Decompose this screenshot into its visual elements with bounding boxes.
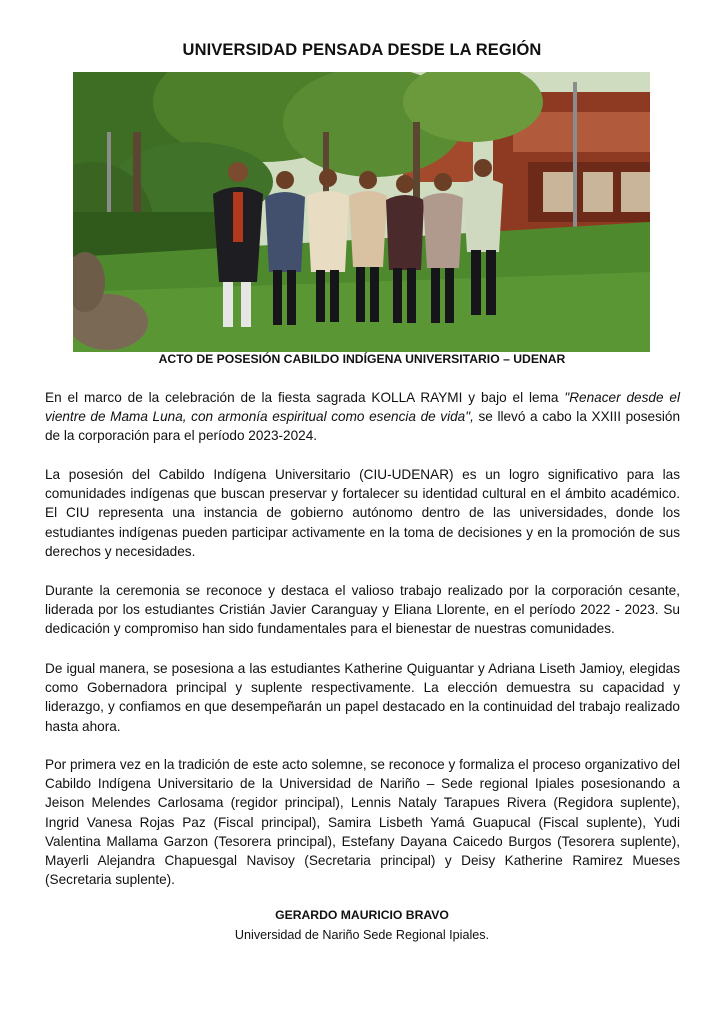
paragraph-1	[45, 388, 680, 446]
paragraph-1-tail: se llevó a cabo la XXIII posesión de la corporación para el período 2023-2024.	[45, 409, 681, 444]
paragraph-4: De igual manera, se posesiona a las estudiantes Katherine Quiguantar y Adriana Liseth Jamioy, elegidas como Gobernadora principal y suplente respectivamente. La elección demuestra su capacidad y liderazgo, y confiamos en que desempeñarán un papel destacado en la continuidad del trabajo realizado hasta ahora.	[45, 661, 680, 734]
event-photo	[73, 72, 650, 352]
photo-caption: ACTO DE POSESIÓN CABILDO INDÍGENA UNIVERSITARIO – UDENAR	[158, 352, 566, 366]
signature-affiliation: Universidad de Nariño Sede Regional Ipiales.	[234, 928, 490, 942]
signature-name: GERARDO MAURICIO BRAVO	[275, 908, 449, 922]
page-title: UNIVERSIDAD PENSADA DESDE LA REGIÓN	[182, 41, 542, 59]
paragraph-5: Por primera vez en la tradición de este acto solemne, se reconoce y formaliza el proceso organizativo del Cabildo Indígena Universitario de la Universidad de Nariño – Sede regional Ipiales posesionando a Jeison Melendes Carlosama (regidor principal), Lennis Nataly Tarapues Rivera (Regidora suplente), Ingrid Vanesa Rojas Paz (Fiscal principal), Samira Lisbeth Yamá Guapucal (Fiscal suplente), Yudi Valentina Mallama Garzon (Tesorera principal), Estefany Dayana Caicedo Burgos (Tesorera suplente), Mayerli Alejandra Chapuesgal Navisoy (Secretaria principal) y Deisy Katherine Ramirez Mueses (Secretaria suplente).	[45, 757, 680, 888]
paragraph-1-lead: En el marco de la celebración de la fiesta sagrada KOLLA RAYMI y bajo el lema	[45, 390, 565, 405]
paragraph-3: Durante la ceremonia se reconoce y destaca el valioso trabajo realizado por la corporación cesante, liderada por los estudiantes Cristián Javier Caranguay y Eliana Llorente, en el período 2022 - 2023. Su dedicación y compromiso han sido fundamentales para el bienestar de nuestras comunidades.	[45, 583, 680, 637]
paragraph-1-quote: "Renacer desde el vientre de Mama Luna, con armonía espiritual como esencia de vida",	[45, 390, 680, 425]
paragraph-2: La posesión del Cabildo Indígena Universitario (CIU-UDENAR) es un logro significativo para las comunidades indígenas que buscan preservar y fortalecer su identidad cultural en el ámbito académico. El CIU representa una instancia de gobierno autónomo dentro de las universidades, donde los estudiantes indígenas pueden participar activamente en la toma de decisiones y en la promoción de sus derechos y necesidades.	[45, 467, 680, 559]
